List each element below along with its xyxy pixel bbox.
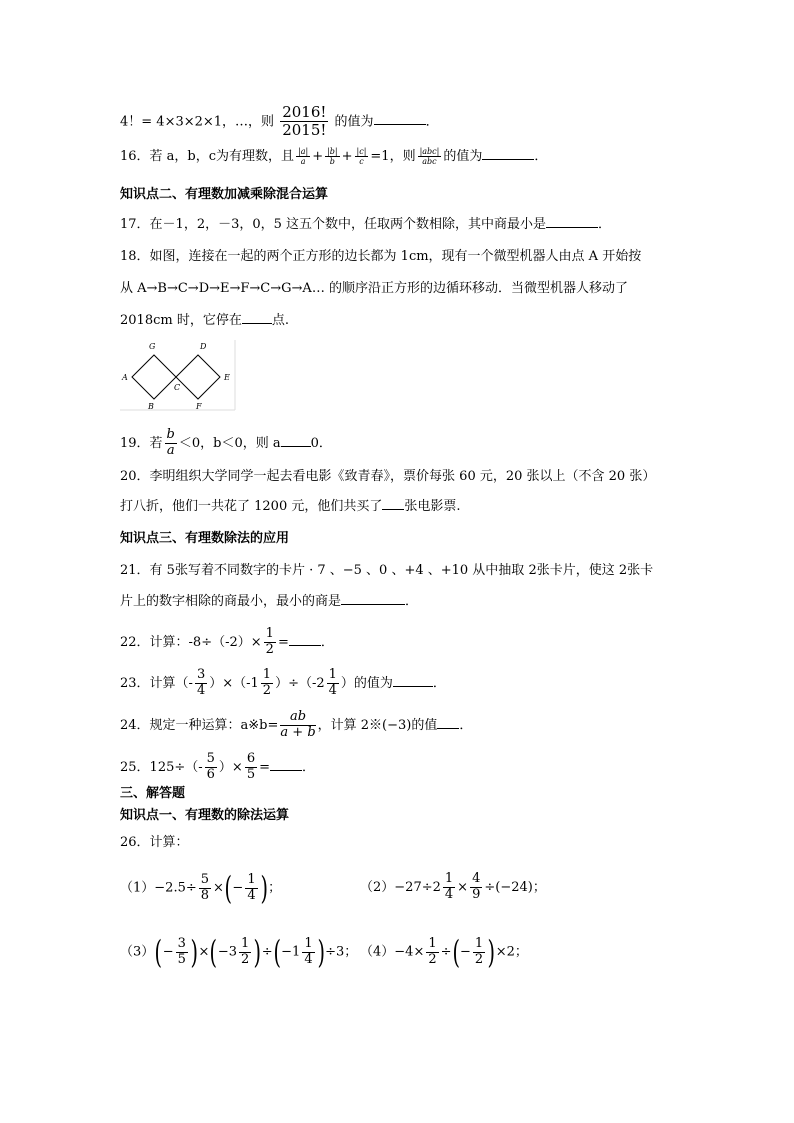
answer-blank <box>437 716 459 729</box>
fraction-4-over-9: $\frac{4}{9}$ <box>472 871 481 902</box>
label-E: E <box>224 373 230 382</box>
fraction-abs-a: $\frac{|a|}{a}$ <box>298 147 309 167</box>
problem-21-line-2: 片上的数字相除的商最小，最小的商是 ． <box>120 594 419 609</box>
fraction-3-over-4: $\frac{3}{4}$ <box>196 667 206 698</box>
answer-blank <box>546 215 598 228</box>
problem-18-line-3: 2018cm 时，它停在 点. <box>120 313 289 328</box>
problem-24-line: 24．规定一种运算：a※b= $\frac{ab}{a + b}$ ，计算 2※(−3)的值 ． <box>120 709 473 740</box>
fraction-1-over-4: $\frac{1}{4}$ <box>444 871 454 902</box>
fraction-5-over-8: $\frac{5}{8}$ <box>200 871 210 903</box>
fraction-6-over-5: $\frac{6}{5}$ <box>246 751 256 782</box>
answer-blank <box>482 147 534 160</box>
fraction-1-over-2: $\frac{1}{2}$ <box>428 935 437 967</box>
answer-blank <box>242 311 272 324</box>
fraction-5-over-6: $\frac{5}{6}$ <box>206 751 215 782</box>
answer-blank <box>341 592 405 605</box>
label-D: D <box>200 342 207 351</box>
fraction-3-over-5: $\frac{3}{5}$ <box>177 935 186 967</box>
problem-17-line: 17．在－1，2，－3，0，5 这五个数中，任取两个数相除，其中商最小是 ． <box>120 217 612 232</box>
problem-26-part-1: （1）−2.5÷ $\frac{5}{8}$ ×(− $\frac{1}{4}$ )； <box>120 869 282 907</box>
fraction-1-over-2: $\frac{1}{2}$ <box>265 626 274 657</box>
problem-18-line-2: 从 A→B→C→D→E→F→C→G→A… 的顺序沿正方形的边循环移动．当微型机器人移动了 <box>120 281 628 296</box>
problem-23-line: 23．计算（- $\frac{3}{4}$ ）×（-1 $\frac{1}{2}$ ）÷（-2 $\frac{1}{4}$ ）的值为 ． <box>120 667 446 698</box>
problem-19-line: 19．若 $\frac{b}{a}$ ＜0，b＜0，则 a 0． <box>120 427 332 458</box>
fraction-abs-abc: |abc| abc <box>419 147 440 167</box>
problem-15-line: 4！= 4×3×2×1，…，则 $\frac{2016!}{2015!}$ 的值为 ． <box>120 103 439 140</box>
section-heading-2: 知识点二、有理数加减乘除混合运算 <box>120 187 329 202</box>
label-F: F <box>196 402 202 411</box>
fraction-b-over-a: $\frac{b}{a}$ <box>166 427 175 458</box>
answer-blank <box>270 758 302 771</box>
problem-22-line: 22．计算：-8÷（-2）× $\frac{1}{2}$ = ． <box>120 626 334 657</box>
label-G: G <box>149 342 156 351</box>
fraction-abs-c: $\frac{|c|}{c}$ <box>356 147 367 167</box>
fraction-1-over-2: $\frac{1}{2}$ <box>241 935 250 967</box>
fraction-1-over-4: $\frac{1}{4}$ <box>304 935 313 967</box>
fraction-1-over-4: $\frac{1}{4}$ <box>247 871 256 903</box>
problem-21-line-1: 21．有 5张写着不同数字的卡片 · 7 、−5 、0 、+4 、+10 从中抽取 2张卡片，使这 2张卡 <box>120 563 654 578</box>
fraction-ab-over-a-plus-b: $\frac{ab}{a + b}$ <box>280 709 316 740</box>
answer-blank <box>382 497 404 510</box>
section-heading-3: 知识点三、有理数除法的应用 <box>120 531 290 546</box>
fraction-abs-b: $\frac{|b|}{b}$ <box>327 147 338 167</box>
fraction-1-over-2: $\frac{1}{2}$ <box>474 935 484 967</box>
problem-26-part-2: （2）−27÷2 $\frac{1}{4}$ × $\frac{4}{9}$ ÷(−24)； <box>360 871 546 902</box>
label-A: A <box>122 373 128 382</box>
answer-blank <box>374 112 426 125</box>
two-squares-figure <box>118 338 236 412</box>
answer-blank <box>393 674 433 687</box>
answer-blank <box>289 633 321 646</box>
problem-20-line-1: 20．李明组织大学同学一起去看电影《致青春》，票价每张 60 元，20 张以上（不含 20 张） <box>120 469 656 484</box>
problem-25-line: 25．125÷（- $\frac{5}{6}$ ）× $\frac{6}{5}$ = ． <box>120 751 316 782</box>
problem-20-line-2: 打八折，他们一共花了 1200 元，他们共买了 张电影票. <box>120 499 461 514</box>
label-C: C <box>174 383 181 392</box>
fraction-1-over-4: $\frac{1}{4}$ <box>328 667 337 698</box>
answer-blank <box>281 434 311 447</box>
section-heading-4: 知识点一、有理数的除法运算 <box>120 808 290 823</box>
problem-16-line: 16．若 a，b，c为有理数，且 $\frac{|a|}{a}$ + $\frac{|b|}{b}$ + $\frac{|c|}{c}$ =1，则 |abc| abc 的值为 ． <box>120 147 548 167</box>
right-square <box>176 355 220 399</box>
problem-26-title: 26．计算： <box>120 835 189 850</box>
problem-26-part-4: （4）−4× $\frac{1}{2}$ ÷(− $\frac{1}{2}$ )×2； <box>360 933 528 971</box>
problem-18-line-1: 18．如图，连接在一起的两个正方形的边长都为 1cm，现有一个微型机器人由点 A 开始按 <box>120 249 642 264</box>
problem-26-part-3: （3）(− $\frac{3}{5}$ )×(−3 $\frac{1}{2}$ )÷(−1 $\frac{1}{4}$ )÷3； <box>120 933 358 971</box>
fraction-2016-over-2015: $\frac{2016!}{2015!}$ <box>282 103 327 140</box>
label-B: B <box>148 402 154 411</box>
left-square <box>132 355 176 399</box>
section-heading-answers: 三、解答题 <box>120 786 186 801</box>
problem-15-text: 4！= 4×3×2×1，…，则 <box>120 114 275 130</box>
fraction-1-over-2: $\frac{1}{2}$ <box>262 667 272 698</box>
